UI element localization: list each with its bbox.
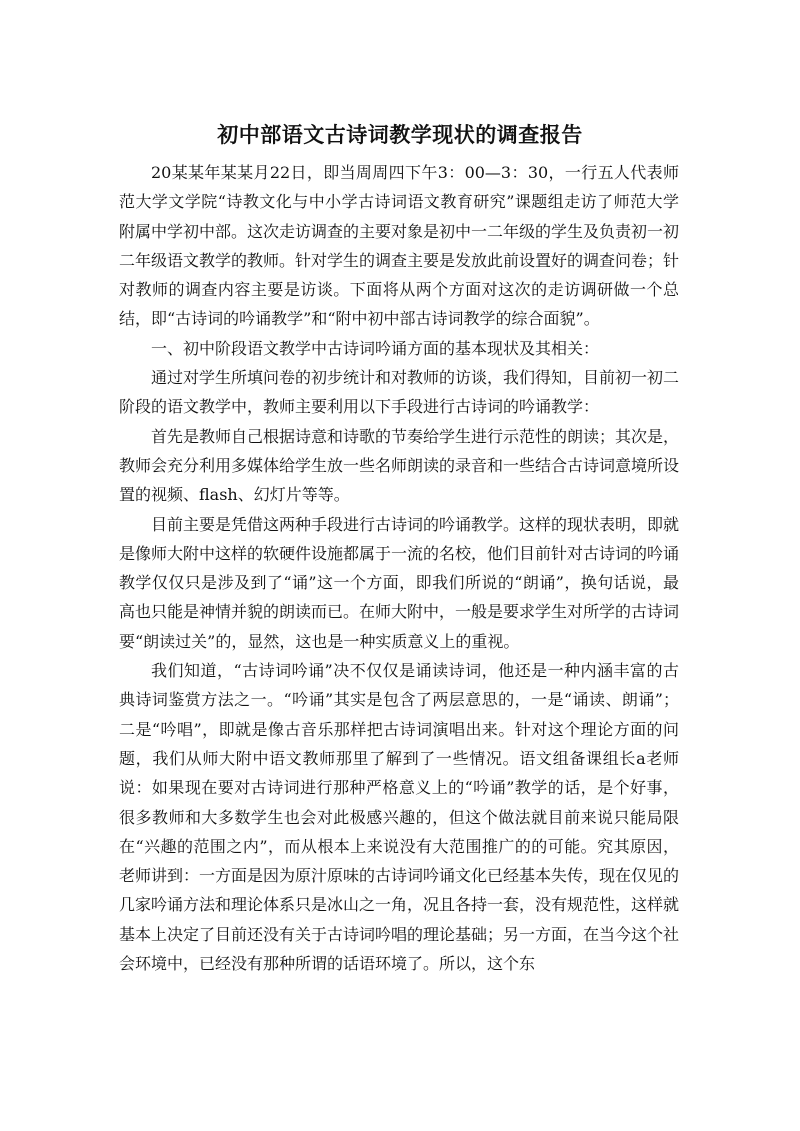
document-title: 初中部语文古诗词教学现状的调查报告 [217,123,583,147]
paragraph-intro: 20某某年某某月22日，即当周周四下午3：00—3：30，一行五人代表师范大学文学院“诗教文化与中小学古诗词语文教育研究”课题组走访了师范大学附属中学初中部。这次走访调查的主要对象是初中一二年级的学生及负责初一初二年级语文教学的教师。针对学生的调查主要是发放此前设置好的调查问卷；针对教师的调查内容主要是访谈。下面将从两个方面对这次的走访调研做一个总结，即“古诗词的吟诵教学”和“附中初中部古诗词教学的综合面貌”。 [119,163,680,329]
paragraph-methods: 首先是教师自己根据诗意和诗歌的节奏给学生进行示范性的朗读；其次是，教师会充分利用多媒体给学生放一些名师朗读的录音和一些结合古诗词意境所设置的视频、flash、幻灯片等等。 [119,426,680,505]
section-heading-1: 一、初中阶段语文教学中古诗词吟诵方面的基本现状及其相关： [151,338,600,358]
paragraph-survey: 通过对学生所填问卷的初步统计和对教师的访谈，我们得知，目前初一初二阶段的语文教学中，教师主要利用以下手段进行古诗词的吟诵教学： [119,368,680,417]
paragraph-current-state: 目前主要是凭借这两种手段进行古诗词的吟诵教学。这样的现状表明，即就是像师大附中这样的软硬件设施都属于一流的名校，他们目前针对古诗词的吟诵教学仅仅只是涉及到了“诵”这一个方面，即我们所说的“朗诵”，换句话说，最高也只能是神情并貌的朗读而已。在师大附中，一般是要求学生对所学的古诗词要“朗读过关”的，显然，这也是一种实质意义上的重视。 [119,514,680,651]
document-body [119,158,679,978]
paragraph-recitation-theory: 我们知道，“古诗词吟诵”决不仅仅是诵读诗词，他还是一种内涵丰富的古典诗词鉴赏方法之一。“吟诵”其实是包含了两层意思的，一是“诵读、朗诵”；二是“吟唱”，即就是像古音乐那样把古诗词演唱出来。针对这个理论方面的问题，我们从师大附中语文教师那里了解到了一些情况。语文组备课组长a老师说：如果现在要对古诗词进行那种严格意义上的“吟诵”教学的话，是个好事，很多教师和大多数学生也会对此极感兴趣的，但这个做法就目前来说只能局限在“兴趣的范围之内”，而从根本上来说没有大范围推广的的可能。究其原因，老师讲到：一方面是因为原汁原味的古诗词吟诵文化已经基本失传，现在仅见的几家吟诵方法和理论体系只是冰山之一角，况且各持一套，没有规范性，这样就基本上决定了目前还没有关于古诗词吟唱的理论基础；另一方面，在当今这个社会环境中，已经没有那种所谓的话语环境了。所以，这个东 [119,661,680,974]
